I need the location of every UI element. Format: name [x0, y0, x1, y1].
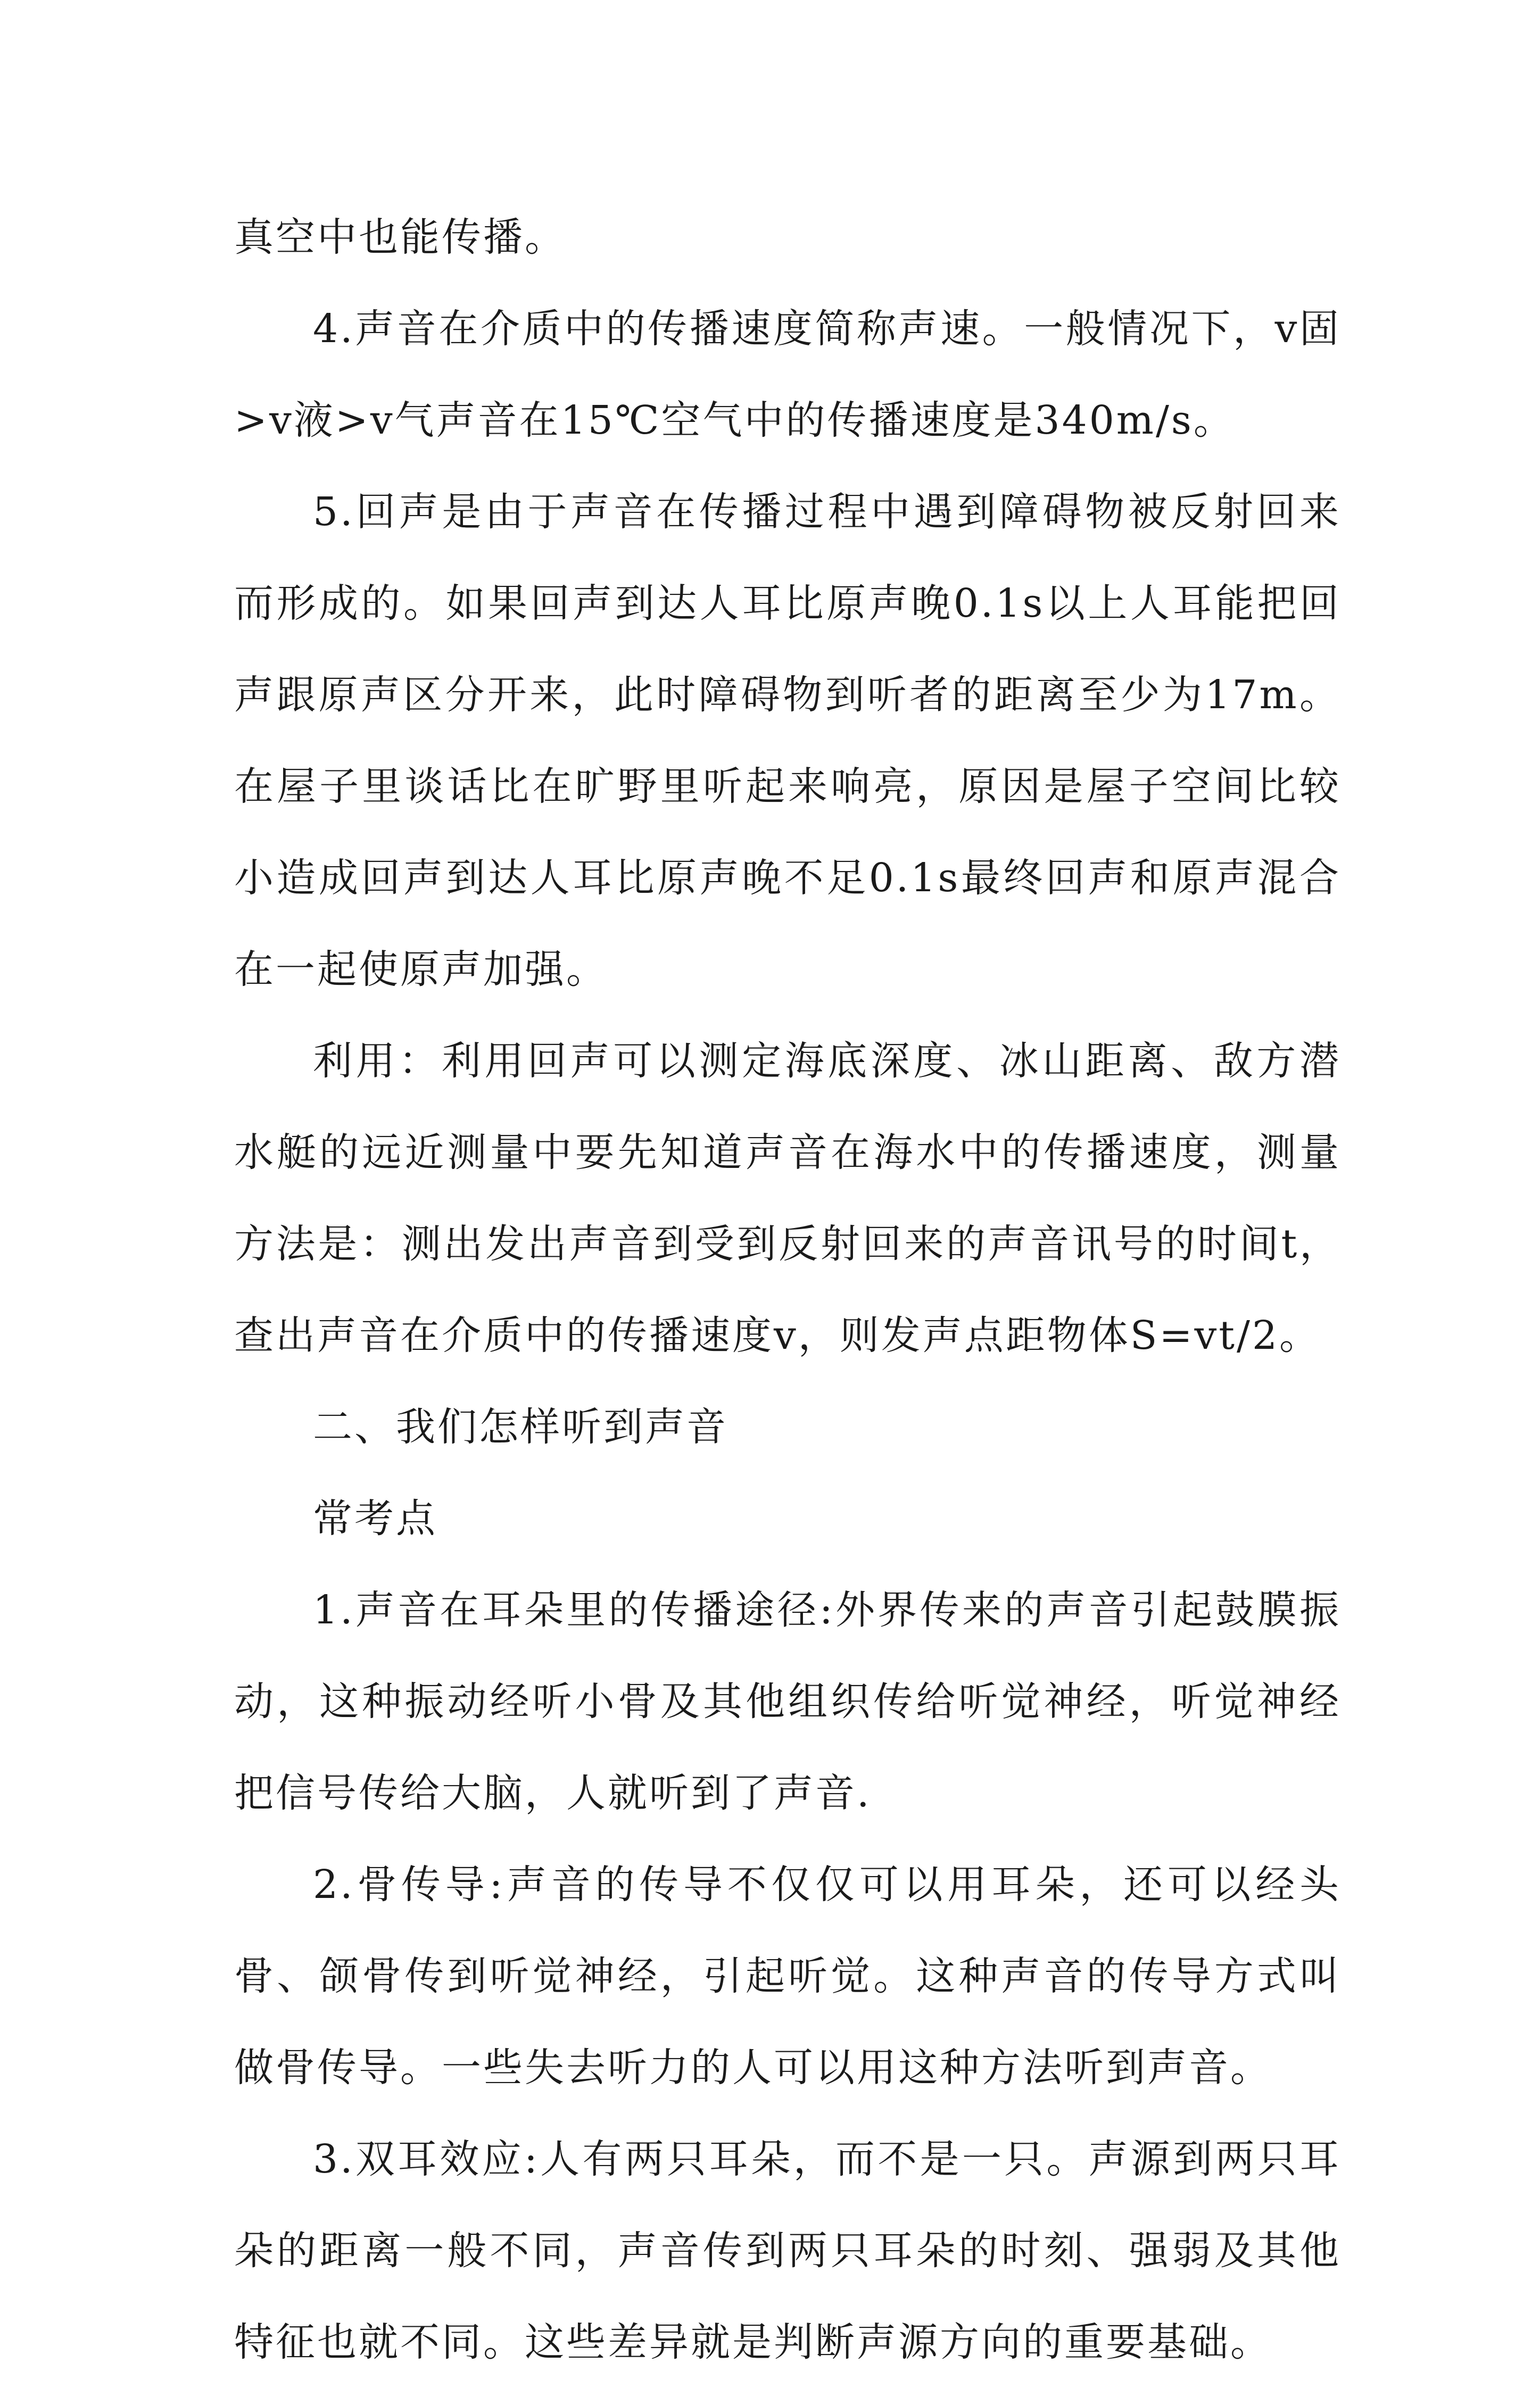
- document-body: [234, 192, 1341, 2388]
- paragraph-continuation: 真空中也能传播。: [234, 214, 566, 260]
- paragraph-echo: 5.回声是由于声音在传播过程中遇到障碍物被反射回来而形成的。如果回声到达人耳比原声晚0.1s以上人耳能把回声跟原声区分开来，此时障碍物到听者的距离至少为17m。在屋子里谈话比在旷野里听起来响亮，原因是屋子空间比较小造成回声到达人耳比原声晚不足0.1s最终回声和原声混合在一起使原声加强。: [234, 489, 1341, 992]
- subheading-key-points: 常考点: [313, 1496, 437, 1541]
- paragraph-binaural-effect: 3.双耳效应:人有两只耳朵，而不是一只。声源到两只耳朵的距离一般不同，声音传到两只耳朵的时刻、强弱及其他特征也就不同。这些差异就是判断声源方向的重要基础。: [234, 2136, 1341, 2365]
- paragraph-echo-usage: 利用：利用回声可以测定海底深度、冰山距离、敌方潜水艇的远近测量中要先知道声音在海水中的传播速度，测量方法是：测出发出声音到受到反射回来的声音讯号的时间t，查出声音在介质中的传播速度v，则发声点距物体S=vt/2。: [234, 1038, 1341, 1358]
- paragraph-bone-conduction: 2.骨传导:声音的传导不仅仅可以用耳朵，还可以经头骨、颌骨传到听觉神经，引起听觉。这种声音的传导方式叫做骨传导。一些失去听力的人可以用这种方法听到声音。: [234, 1862, 1341, 2091]
- paragraph-ear-pathway: 1.声音在耳朵里的传播途径:外界传来的声音引起鼓膜振动，这种振动经听小骨及其他组织传给听觉神经，听觉神经把信号传给大脑，人就听到了声音.: [234, 1587, 1341, 1816]
- section-heading: 二、我们怎样听到声音: [313, 1404, 728, 1450]
- paragraph-sound-speed: 4.声音在介质中的传播速度简称声速。一般情况下，v固>v液>v气声音在15℃空气中的传播速度是340m/s。: [234, 306, 1341, 443]
